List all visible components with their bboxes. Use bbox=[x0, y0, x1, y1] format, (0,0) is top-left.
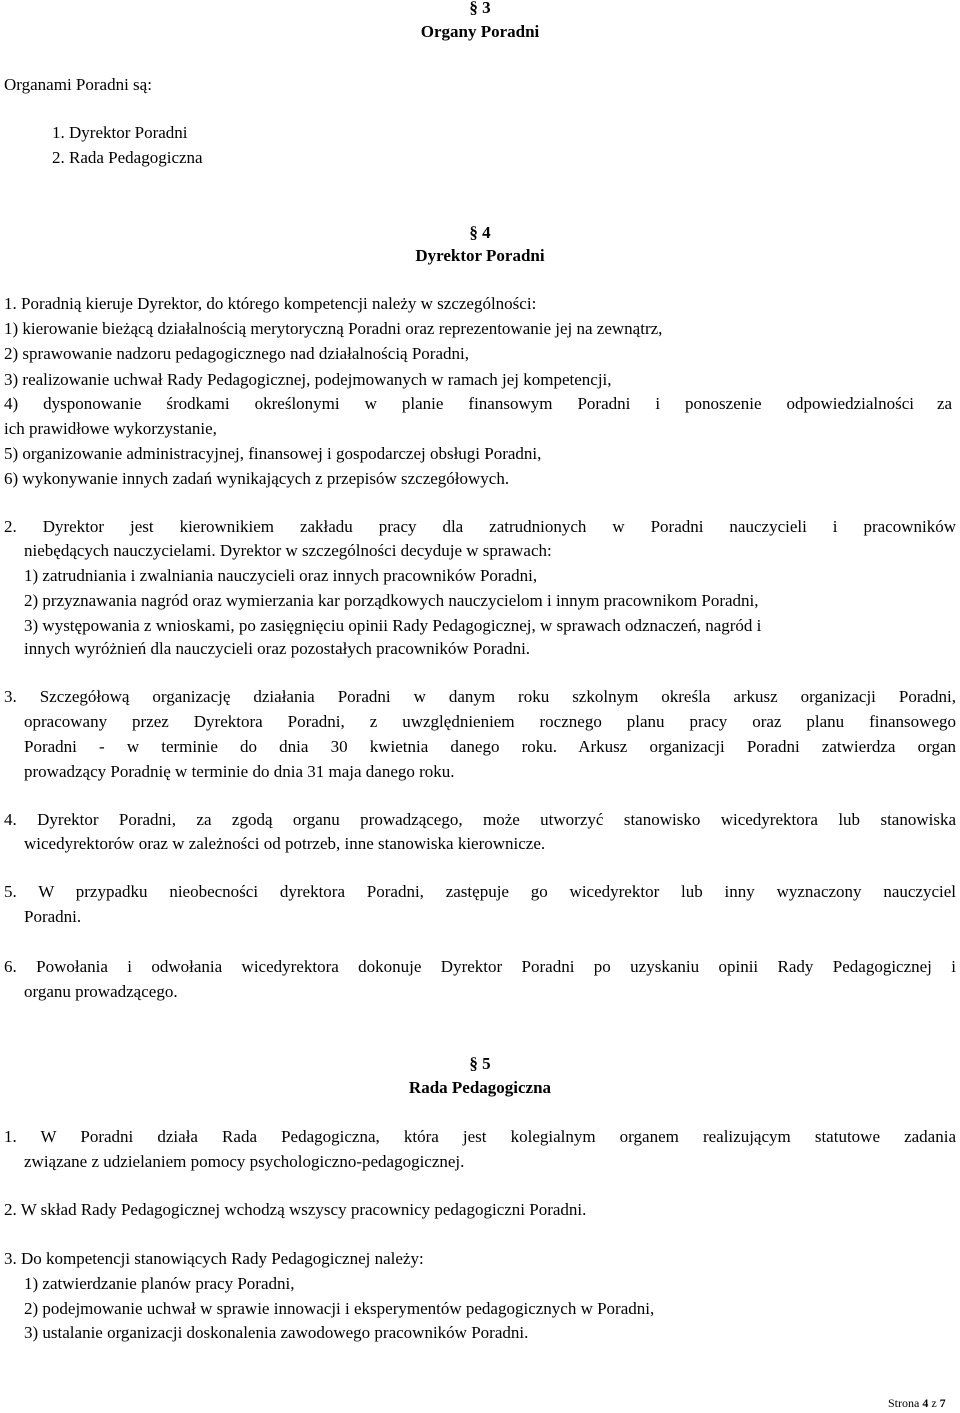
paragraph-5-line-1: 5. W przypadku nieobecności dyrektora Poradni, zastępuje go wicedyrektor lub inny wyznaczony nauczyciel bbox=[4, 882, 956, 901]
paragraph-1-item-2: 2) sprawowanie nadzoru pedagogicznego nad działalnością Poradni, bbox=[4, 344, 469, 363]
paragraph-1-item-1: 1) kierowanie bieżącą działalnością merytoryczną Poradni oraz reprezentowanie jej na zewnątrz, bbox=[4, 319, 663, 338]
paragraph-2-item-1: 1) zatrudniania i zwalniania nauczycieli oraz innych pracowników Poradni, bbox=[24, 566, 538, 585]
paragraph-1-item-3: 3) realizowanie uchwał Rady Pedagogicznej, podejmowanych w ramach jej kompetencji, bbox=[4, 370, 612, 389]
section-3-title: Organy Poradni bbox=[420, 22, 540, 41]
organ-item-1: 1. Dyrektor Poradni bbox=[52, 123, 188, 142]
paragraph-3-line-4: prowadzący Poradnię w terminie do dnia 31 maja danego roku. bbox=[24, 762, 455, 781]
paragraph-2-item-3-cont: innych wyróżnień dla nauczycieli oraz pozostałych pracowników Poradni. bbox=[24, 639, 531, 658]
section-5-title: Rada Pedagogiczna bbox=[408, 1078, 552, 1097]
footer-current-page: 4 bbox=[922, 1396, 929, 1410]
footer-separator: z bbox=[931, 1396, 937, 1410]
rada-paragraph-2: 2. W skład Rady Pedagogicznej wchodzą wszyscy pracownicy pedagogiczni Poradni. bbox=[4, 1200, 587, 1219]
rada-paragraph-3-item-3: 3) ustalanie organizacji doskonalenia zawodowego pracowników Poradni. bbox=[24, 1323, 529, 1342]
paragraph-5-line-2: Poradni. bbox=[24, 907, 82, 926]
footer-prefix: Strona bbox=[888, 1396, 920, 1410]
paragraph-1-item-4: 4) dysponowanie środkami określonymi w planie finansowym Poradni i ponoszenie odpowiedzialności bbox=[4, 394, 914, 413]
organs-intro: Organami Poradni są: bbox=[4, 75, 152, 94]
paragraph-1-item-4-tail: za bbox=[937, 394, 953, 413]
rada-paragraph-1-line-2: związane z udzielaniem pomocy psychologiczno-pedagogicznej. bbox=[24, 1152, 465, 1171]
section-4-title: Dyrektor Poradni bbox=[415, 246, 545, 265]
paragraph-1-item-6: 6) wykonywanie innych zadań wynikających z przepisów szczegółowych. bbox=[4, 469, 510, 488]
rada-paragraph-3-item-1: 1) zatwierdzanie planów pracy Poradni, bbox=[24, 1274, 295, 1293]
rada-paragraph-3-lead: 3. Do kompetencji stanowiących Rady Pedagogicznej należy: bbox=[4, 1249, 424, 1268]
paragraph-6-line-1: 6. Powołania i odwołania wicedyrektora dokonuje Dyrektor Poradni po uzyskaniu opinii Rady Pedagogicznej i bbox=[4, 957, 956, 976]
section-3-number: § 3 bbox=[469, 0, 491, 17]
paragraph-2-item-3: 3) występowania z wnioskami, po zasięgnięciu opinii Rady Pedagogicznej, w sprawach odznaczeń, nagród i bbox=[24, 616, 762, 635]
paragraph-6-line-2: organu prowadzącego. bbox=[24, 982, 178, 1001]
footer-total-pages: 7 bbox=[939, 1396, 946, 1410]
paragraph-2-line-1: 2. Dyrektor jest kierownikiem zakładu pracy dla zatrudnionych w Poradni nauczycieli i pracowników bbox=[4, 517, 956, 536]
section-5-number: § 5 bbox=[469, 1054, 491, 1073]
organ-item-2: 2. Rada Pedagogiczna bbox=[52, 148, 203, 167]
paragraph-1-item-5: 5) organizowanie administracyjnej, finansowej i gospodarczej obsługi Poradni, bbox=[4, 444, 542, 463]
page-footer bbox=[888, 1396, 946, 1410]
section-4-number: § 4 bbox=[469, 223, 491, 242]
paragraph-1-item-4-cont: ich prawidłowe wykorzystanie, bbox=[4, 419, 217, 438]
paragraph-4-line-2: wicedyrektorów oraz w zależności od potrzeb, inne stanowiska kierownicze. bbox=[24, 834, 546, 853]
paragraph-4-line-1: 4. Dyrektor Poradni, za zgodą organu prowadzącego, może utworzyć stanowisko wicedyrektora lub stanowiska bbox=[4, 810, 956, 829]
paragraph-2-item-2: 2) przyznawania nagród oraz wymierzania kar porządkowych nauczycielom i innym pracownikom Poradni, bbox=[24, 591, 759, 610]
paragraph-1-lead: 1. Poradnią kieruje Dyrektor, do którego kompetencji należy w szczególności: bbox=[4, 294, 537, 313]
rada-paragraph-3-item-2: 2) podejmowanie uchwał w sprawie innowacji i eksperymentów pedagogicznych w Poradni, bbox=[24, 1299, 655, 1318]
rada-paragraph-1-line-1: 1. W Poradni działa Rada Pedagogiczna, która jest kolegialnym organem realizującym statutowe zadania bbox=[4, 1127, 956, 1146]
paragraph-2-line-2: niebędących nauczycielami. Dyrektor w szczególności decyduje w sprawach: bbox=[24, 541, 552, 560]
paragraph-3-line-1: 3. Szczegółową organizację działania Poradni w danym roku szkolnym określa arkusz organizacji Poradni, bbox=[4, 687, 956, 706]
paragraph-3-line-3: Poradni - w terminie do dnia 30 kwietnia danego roku. Arkusz organizacji Poradni zatwierdza organ bbox=[24, 737, 956, 756]
paragraph-3-line-2: opracowany przez Dyrektora Poradni, z uwzględnieniem rocznego planu pracy oraz planu finansowego bbox=[24, 712, 956, 731]
